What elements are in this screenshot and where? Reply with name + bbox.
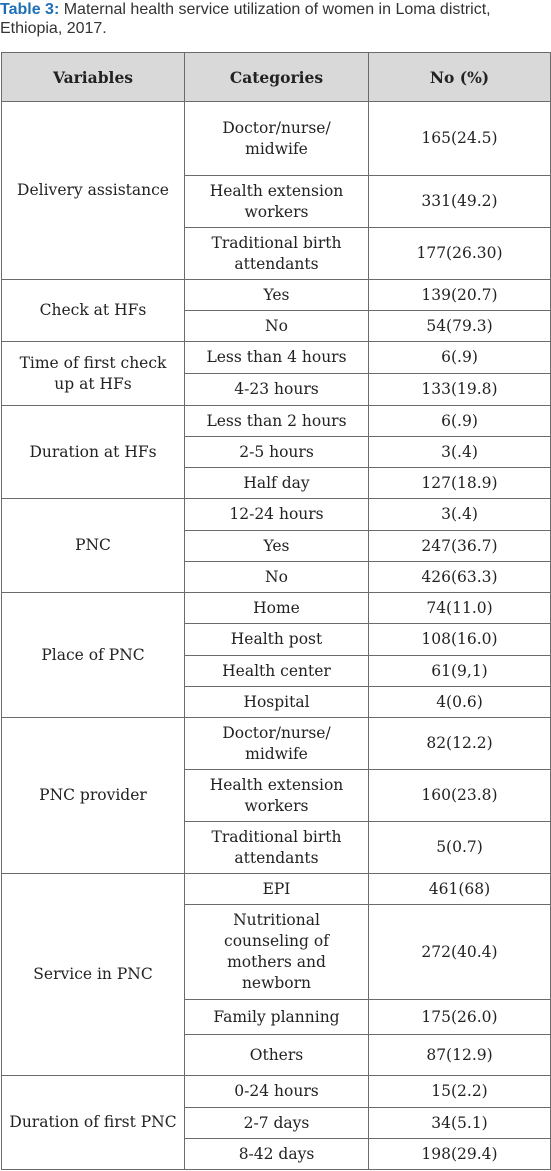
category-cell: No [185, 311, 369, 342]
category-cell: Less than 4 hours [185, 342, 369, 374]
category-cell: 0-24 hours [185, 1076, 369, 1108]
category-cell: Doctor/nurse/ midwife [185, 102, 369, 176]
value-cell: 3(.4) [369, 499, 551, 531]
category-cell: Nutritional counseling of mothers and newborn [185, 905, 369, 1000]
variable-cell: Place of PNC [2, 593, 185, 718]
category-cell: 2-7 days [185, 1108, 369, 1139]
category-cell: Yes [185, 531, 369, 562]
variable-cell: Duration of first PNC [2, 1076, 185, 1170]
value-cell: 5(0.7) [369, 822, 551, 874]
value-cell: 139(20.7) [369, 280, 551, 311]
category-cell: No [185, 562, 369, 593]
category-cell: Traditional birth attendants [185, 822, 369, 874]
table-caption-text: Maternal health service utilization of women in Loma district, Ethiopia, 2017. [0, 1, 491, 37]
category-cell: Health center [185, 656, 369, 687]
value-cell: 247(36.7) [369, 531, 551, 562]
value-cell: 6(.9) [369, 342, 551, 374]
variable-cell: Time of first check up at HFs [2, 342, 185, 406]
table-row [2, 593, 551, 624]
value-cell: 127(18.9) [369, 468, 551, 499]
category-cell: Home [185, 593, 369, 624]
value-cell: 108(16.0) [369, 624, 551, 656]
value-cell: 74(11.0) [369, 593, 551, 624]
value-cell: 175(26.0) [369, 1000, 551, 1035]
variable-cell: Check at HFs [2, 280, 185, 342]
variable-cell: PNC [2, 499, 185, 593]
value-cell: 15(2.2) [369, 1076, 551, 1108]
value-cell: 160(23.8) [369, 770, 551, 822]
value-cell: 165(24.5) [369, 102, 551, 176]
value-cell: 461(68) [369, 874, 551, 905]
value-cell: 133(19.8) [369, 374, 551, 406]
value-cell: 54(79.3) [369, 311, 551, 342]
value-cell: 331(49.2) [369, 176, 551, 228]
value-cell: 272(40.4) [369, 905, 551, 1000]
value-cell: 426(63.3) [369, 562, 551, 593]
table-row [2, 1076, 551, 1108]
category-cell: Health post [185, 624, 369, 656]
header-categories: Categories [185, 53, 369, 102]
category-cell: Others [185, 1035, 369, 1076]
category-cell: Health extension workers [185, 176, 369, 228]
value-cell: 4(0.6) [369, 687, 551, 718]
variable-cell: Duration at HFs [2, 406, 185, 499]
category-cell: 8-42 days [185, 1139, 369, 1170]
category-cell: Half day [185, 468, 369, 499]
category-cell: Health extension workers [185, 770, 369, 822]
category-cell: Family planning [185, 1000, 369, 1035]
table-row [2, 342, 551, 374]
variable-cell: Delivery assistance [2, 102, 185, 280]
table-row [2, 499, 551, 531]
table-row [2, 718, 551, 770]
value-cell: 198(29.4) [369, 1139, 551, 1170]
table-caption [0, 0, 551, 38]
variable-cell: Service in PNC [2, 874, 185, 1076]
maternal-health-table [1, 52, 551, 1170]
table-caption-label: Table 3: [0, 1, 60, 18]
value-cell: 6(.9) [369, 406, 551, 437]
value-cell: 82(12.2) [369, 718, 551, 770]
category-cell: Less than 2 hours [185, 406, 369, 437]
value-cell: 177(26.30) [369, 228, 551, 280]
value-cell: 3(.4) [369, 437, 551, 468]
header-count-percent: No (%) [369, 53, 551, 102]
category-cell: Hospital [185, 687, 369, 718]
header-variables: Variables [2, 53, 185, 102]
table-row [2, 874, 551, 905]
category-cell: Yes [185, 280, 369, 311]
table-row [2, 406, 551, 437]
value-cell: 87(12.9) [369, 1035, 551, 1076]
value-cell: 61(9,1) [369, 656, 551, 687]
category-cell: Traditional birth attendants [185, 228, 369, 280]
table-row [2, 102, 551, 176]
category-cell: Doctor/nurse/ midwife [185, 718, 369, 770]
category-cell: 2-5 hours [185, 437, 369, 468]
category-cell: 12-24 hours [185, 499, 369, 531]
category-cell: EPI [185, 874, 369, 905]
table-row [2, 280, 551, 311]
category-cell: 4-23 hours [185, 374, 369, 406]
value-cell: 34(5.1) [369, 1108, 551, 1139]
header-row [2, 53, 551, 102]
variable-cell: PNC provider [2, 718, 185, 874]
